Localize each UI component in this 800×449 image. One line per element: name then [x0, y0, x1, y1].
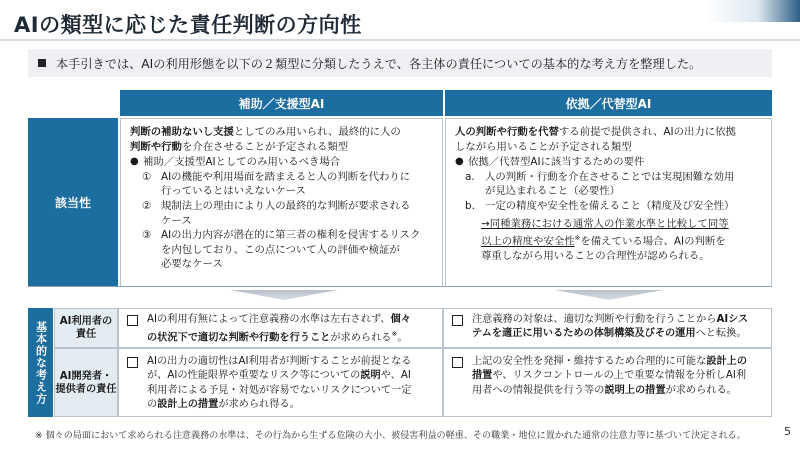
assist-item-3-num: ③ — [142, 229, 152, 242]
user-assist-line-2 — [147, 327, 411, 346]
reliance-intro-bold: 人の判断や行動を代替 — [455, 126, 559, 138]
user-assist-line-2c: 。 — [397, 332, 408, 344]
developer-reliance-line-2b: や、リスクコントロールの上で重要な情報を分析しAI利 — [492, 370, 747, 382]
developer-reliance-line-3c: が求められる。 — [665, 384, 737, 396]
user-reliance-line-2a: テムを適正に用いるための体制構築及びその運用 — [472, 328, 696, 340]
user-reliance-cell — [443, 308, 772, 348]
developer-reliance-line-3 — [472, 384, 747, 398]
square-bullet-icon — [38, 59, 46, 67]
developer-reliance-line-1 — [472, 355, 747, 369]
down-arrow-icon — [555, 290, 663, 300]
assist-item-3-line-1: AIの出力内容が潜在的に第三者の権利を侵害するリスク — [161, 229, 421, 242]
user-assist-line-1a: AIの利用有無によって注意義務の水準は左右されず、 — [147, 314, 391, 325]
assist-item-2-num: ② — [142, 199, 152, 212]
developer-assist-line-3: 利用者による予見・対処が容易でないリスクについて一定 — [147, 384, 412, 396]
reliance-note-line-3: 尊重しながら用いることの合理性が認められる。 — [481, 250, 710, 263]
developer-reliance-line-2 — [472, 369, 747, 383]
applicability-reliance-cell — [445, 118, 772, 287]
reliance-note-line-2 — [481, 231, 765, 249]
developer-reliance-line-1a: 上記の安全性を発揮・維持するため合理的に可能な — [472, 356, 707, 367]
assist-item-1-line-1: AIの機能や利用場面を踏まえると人の判断を代わりに — [161, 170, 411, 183]
assist-intro-line-2 — [130, 140, 436, 155]
summary-box — [28, 49, 772, 77]
assist-intro-bold: 判断の補助ないし支援 — [130, 126, 234, 138]
user-assist-line-2b: が求められる — [330, 332, 392, 344]
reliance-intro-line-1 — [455, 125, 765, 140]
user-assist-line-2a: の状況下で適切な判断や行動を行うこと — [147, 332, 331, 344]
developer-assist-line-4 — [147, 398, 411, 412]
page-number: 5 — [784, 425, 791, 438]
user-assist-line-1 — [147, 313, 411, 327]
assist-bullet — [130, 155, 436, 170]
row-header-ai-user: AI利用者の責任 — [54, 308, 118, 348]
page-title: AIの類型に応じた責任判断の方向性 — [14, 13, 362, 37]
developer-assist-line-2b: 説明 — [360, 370, 381, 382]
user-reliance-line-1b: AIシス — [716, 314, 749, 325]
reliance-item-a — [465, 170, 765, 199]
developer-assist-line-4a: の — [147, 399, 158, 411]
bullet-dot-icon: ● — [455, 156, 464, 168]
user-reliance-line-1a: 注意義務の対象は、適切な判断や行動を行うことから — [472, 314, 717, 325]
assist-intro-line2-rest: を介在させることが予定される類型 — [181, 140, 349, 153]
assist-item-3-line-3: 必要なケース — [161, 258, 223, 271]
developer-assist-line-2 — [147, 369, 411, 383]
developer-reliance-cell — [443, 348, 772, 417]
reliance-bullet — [455, 155, 765, 170]
reliance-bullet-text: 依拠／代替型AIに該当するための要件 — [468, 156, 645, 169]
developer-assist-line-4b: 設計上の措置 — [157, 399, 219, 411]
reliance-note-sup: ※ — [574, 234, 581, 243]
reliance-intro-rest: する前提で提供され、AIの出力に依拠 — [558, 126, 736, 138]
developer-reliance-line-3b: 説明上の措置 — [604, 384, 666, 396]
reliance-item-a-line-2: が見込まれること（必要性） — [485, 185, 621, 198]
bullet-dot-icon: ● — [130, 156, 139, 168]
developer-reliance-line-2a: 措置 — [472, 370, 493, 382]
developer-reliance-line-1b: 設計上の — [706, 356, 748, 367]
footnote: ※ 個々の局面において求められる注意義務の水準は、その行為から生ずる危険の大小、被侵害利益の軽重、その職業・地位に置かれた通常の注意力等に基づいて決定される。 — [35, 431, 746, 441]
checkbox-square-icon — [127, 315, 138, 326]
reliance-note-line-1-text: →同種業務における通常人の作業水準と比較して同等 — [481, 217, 729, 230]
summary-text: 本手引きでは、AIの利用形態を以下の２類型に分類したうえで、各主体の責任についての基本的な考え方を整理した。 — [56, 56, 702, 71]
user-assist-line-1b: 個々 — [390, 314, 411, 325]
assist-intro-line-1 — [130, 125, 436, 140]
column-header-assist-ai: 補助／支援型AI — [120, 90, 443, 116]
developer-reliance-line-3a: 用者への情報提供を行う等の — [472, 384, 605, 396]
reliance-note — [481, 217, 765, 264]
applicability-assist-cell — [120, 118, 443, 287]
assist-item-1-num: ① — [142, 170, 152, 183]
row-header-ai-developer: AI開発者・提供者の責任 — [54, 348, 118, 417]
assist-intro-rest: としてのみ用いられ、最終的に人の — [233, 126, 401, 138]
user-reliance-line-2b: へと転換。 — [695, 328, 747, 340]
assist-item-3-line-2: を内包しており、この点について人の評価や検証が — [161, 243, 400, 256]
user-reliance-line-2 — [472, 327, 748, 341]
reliance-intro-line-2: しながら用いることが予定される類型 — [455, 140, 632, 153]
assist-intro-line2-bold: 判断や行動 — [130, 140, 182, 153]
reliance-note-line-2-rest: を備えている場合、AIの判断を — [580, 235, 726, 248]
developer-assist-line-2c: や、AI — [380, 370, 411, 382]
down-arrow-icon — [230, 290, 338, 300]
reliance-note-line-1 — [481, 217, 765, 232]
assist-item-2 — [142, 199, 436, 228]
developer-assist-cell — [118, 348, 443, 417]
assist-bullet-text: 補助／支援型AIとしてのみ用いるべき場合 — [143, 156, 341, 169]
corner-accent — [705, 0, 800, 22]
checkbox-square-icon — [452, 357, 463, 368]
checkbox-square-icon — [127, 357, 138, 368]
title-divider — [0, 39, 800, 41]
column-header-reliance-ai: 依拠／代替型AI — [445, 90, 772, 116]
reliance-item-a-line-1: 人の判断・行動を介在させることでは実現困難な効用 — [485, 170, 735, 183]
row-header-applicability: 該当性 — [28, 118, 118, 287]
developer-assist-line-4c: が求められ得る。 — [218, 399, 300, 411]
user-reliance-line-1 — [472, 313, 748, 327]
checkbox-square-icon — [452, 315, 463, 326]
side-label-basic-approach: 基本的な考え方 — [28, 308, 53, 417]
reliance-item-a-num: a. — [465, 170, 475, 183]
table-bottom-rule — [28, 286, 772, 287]
reliance-item-b — [465, 199, 765, 214]
developer-assist-line-2a: が、AIの性能限界や重要なリスク等についての — [147, 370, 361, 382]
reliance-item-b-num: b. — [465, 199, 475, 212]
assist-item-1 — [142, 170, 436, 199]
reliance-item-b-line-1: 一定の精度や安全性を備えること（精度及び安全性） — [485, 199, 735, 212]
assist-item-1-line-2: 行っているとはいえないケース — [161, 185, 306, 198]
assist-item-2-line-1: 規制法上の理由により人の最終的な判断が要求される — [161, 199, 411, 212]
assist-item-3 — [142, 228, 436, 272]
reliance-note-underlined: 以上の精度や安全性 — [481, 235, 575, 248]
developer-assist-line-1: AIの出力の適切性はAI利用者が判断することが前提となる — [147, 356, 412, 367]
assist-item-2-line-2: ケース — [161, 214, 192, 227]
user-assist-sup: ※ — [391, 330, 398, 339]
user-assist-cell — [118, 308, 443, 348]
